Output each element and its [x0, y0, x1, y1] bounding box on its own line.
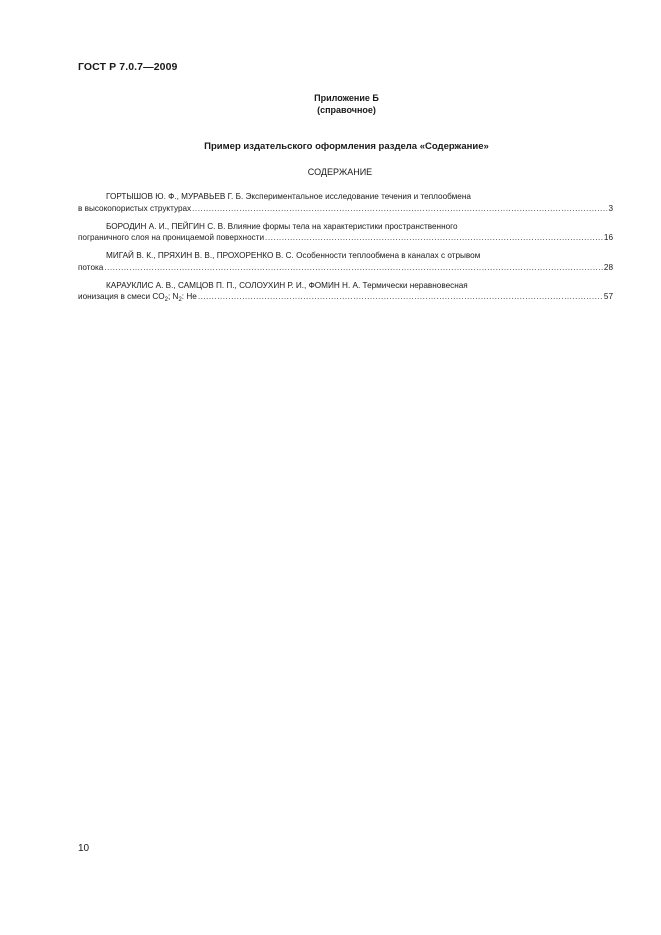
dot-leader	[192, 203, 607, 215]
formula-text: ионизация в смеси CO	[78, 292, 165, 301]
contents-heading: СОДЕРЖАНИЕ	[307, 167, 373, 177]
toc-entry-authors-title: МИГАЙ В. К., ПРЯХИН В. В., ПРОХОРЕНКО В. С. Особенности теплообмена в каналах с отрывом	[106, 251, 481, 260]
toc-entry-page: 57	[603, 292, 613, 301]
dot-leader	[265, 232, 603, 244]
appendix-note: (справочное)	[317, 105, 376, 115]
table-of-contents	[78, 191, 613, 309]
toc-entry-continuation	[78, 262, 613, 274]
formula-text: : He	[181, 292, 197, 301]
page-number: 10	[78, 843, 90, 854]
toc-entry-authors-title: БОРОДИН А. И., ПЕЙГИН С. В. Влияние формы тела на характеристики пространственного	[106, 221, 458, 231]
dot-leader	[198, 291, 603, 303]
toc-entry	[78, 250, 613, 273]
toc-entry-title-end: потока	[78, 262, 104, 272]
appendix-block	[0, 92, 661, 116]
toc-entry-continuation	[78, 203, 613, 215]
toc-entry	[78, 221, 613, 244]
toc-entry-title-end	[78, 291, 197, 303]
toc-entry	[78, 280, 613, 303]
toc-entry-continuation	[78, 291, 613, 303]
dot-leader	[104, 262, 603, 274]
toc-entry-title-end: пограничного слоя на проницаемой поверхности	[78, 233, 265, 242]
toc-entry	[78, 191, 613, 214]
toc-entry-authors-title: КАРАУКЛИС А. В., САМЦОВ П. П., СОЛОУХИН Р. И., ФОМИН Н. А. Термически неравновесная	[106, 280, 468, 290]
toc-entry-page: 28	[603, 262, 613, 272]
appendix-title: Приложение Б	[314, 93, 379, 103]
formula-text: ; N	[167, 292, 179, 301]
toc-entry-page: 16	[603, 233, 613, 242]
toc-entry-page: 3	[608, 203, 613, 213]
standard-designation: ГОСТ Р 7.0.7—2009	[78, 61, 178, 73]
toc-entry-authors-title: ГОРТЫШОВ Ю. Ф., МУРАВЬЕВ Г. Б. Экспериментальное исследование течения и теплообмена	[106, 192, 471, 201]
toc-entry-title-end: в высокопористых структурах	[78, 203, 192, 213]
toc-entry-continuation	[78, 232, 613, 244]
example-title: Пример издательского оформления раздела «Содержание»	[204, 141, 489, 152]
subscript: 2	[178, 297, 182, 303]
subscript: 2	[164, 297, 168, 303]
